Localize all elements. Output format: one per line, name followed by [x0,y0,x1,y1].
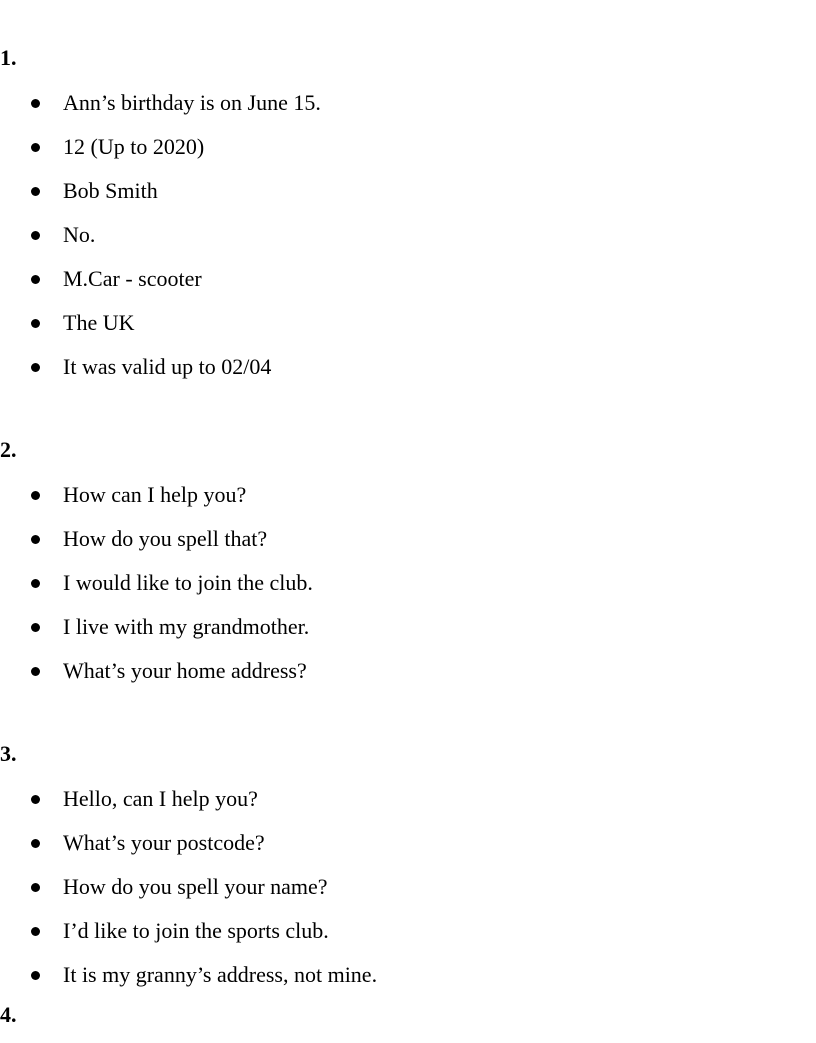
bullet-icon [31,927,40,936]
list-item-text: I live with my grandmother. [63,614,310,639]
list-item-text: 12 (Up to 2020) [63,134,205,159]
list-item-text: Hello, can I help you? [63,786,258,811]
section-heading-4: 4. [0,1002,17,1027]
list-item-text: How do you spell that? [63,526,268,551]
list-item-text: I’d like to join the sports club. [63,918,329,943]
section-heading-3: 3. [0,741,17,766]
bullet-icon [31,491,40,500]
bullet-icon [31,231,40,240]
bullet-icon [31,795,40,804]
list-item-text: No. [63,222,96,247]
bullet-icon [31,99,40,108]
section-heading-2: 2. [0,437,17,462]
bullet-icon [31,319,40,328]
bullet-icon [31,883,40,892]
bullet-icon [31,579,40,588]
list-item-text: How do you spell your name? [63,874,328,899]
list-item-text: Bob Smith [63,178,158,203]
list-item-text: Ann’s birthday is on June 15. [63,90,321,115]
list-item-text: It is my granny’s address, not mine. [63,962,378,987]
bullet-icon [31,363,40,372]
bullet-icon [31,535,40,544]
list-item-text: What’s your home address? [63,658,307,683]
list-item-text: M.Car - scooter [63,266,202,291]
bullet-icon [31,623,40,632]
list-item-text: I would like to join the club. [63,570,313,595]
list-item-text: It was valid up to 02/04 [63,354,272,379]
bullet-icon [31,187,40,196]
bullet-icon [31,275,40,284]
bullet-icon [31,667,40,676]
list-item-text: How can I help you? [63,482,247,507]
list-item-text: The UK [63,310,135,335]
section-heading-1: 1. [0,45,17,70]
list-item-text: What’s your postcode? [63,830,265,855]
bullet-icon [31,143,40,152]
bullet-icon [31,971,40,980]
bullet-icon [31,839,40,848]
